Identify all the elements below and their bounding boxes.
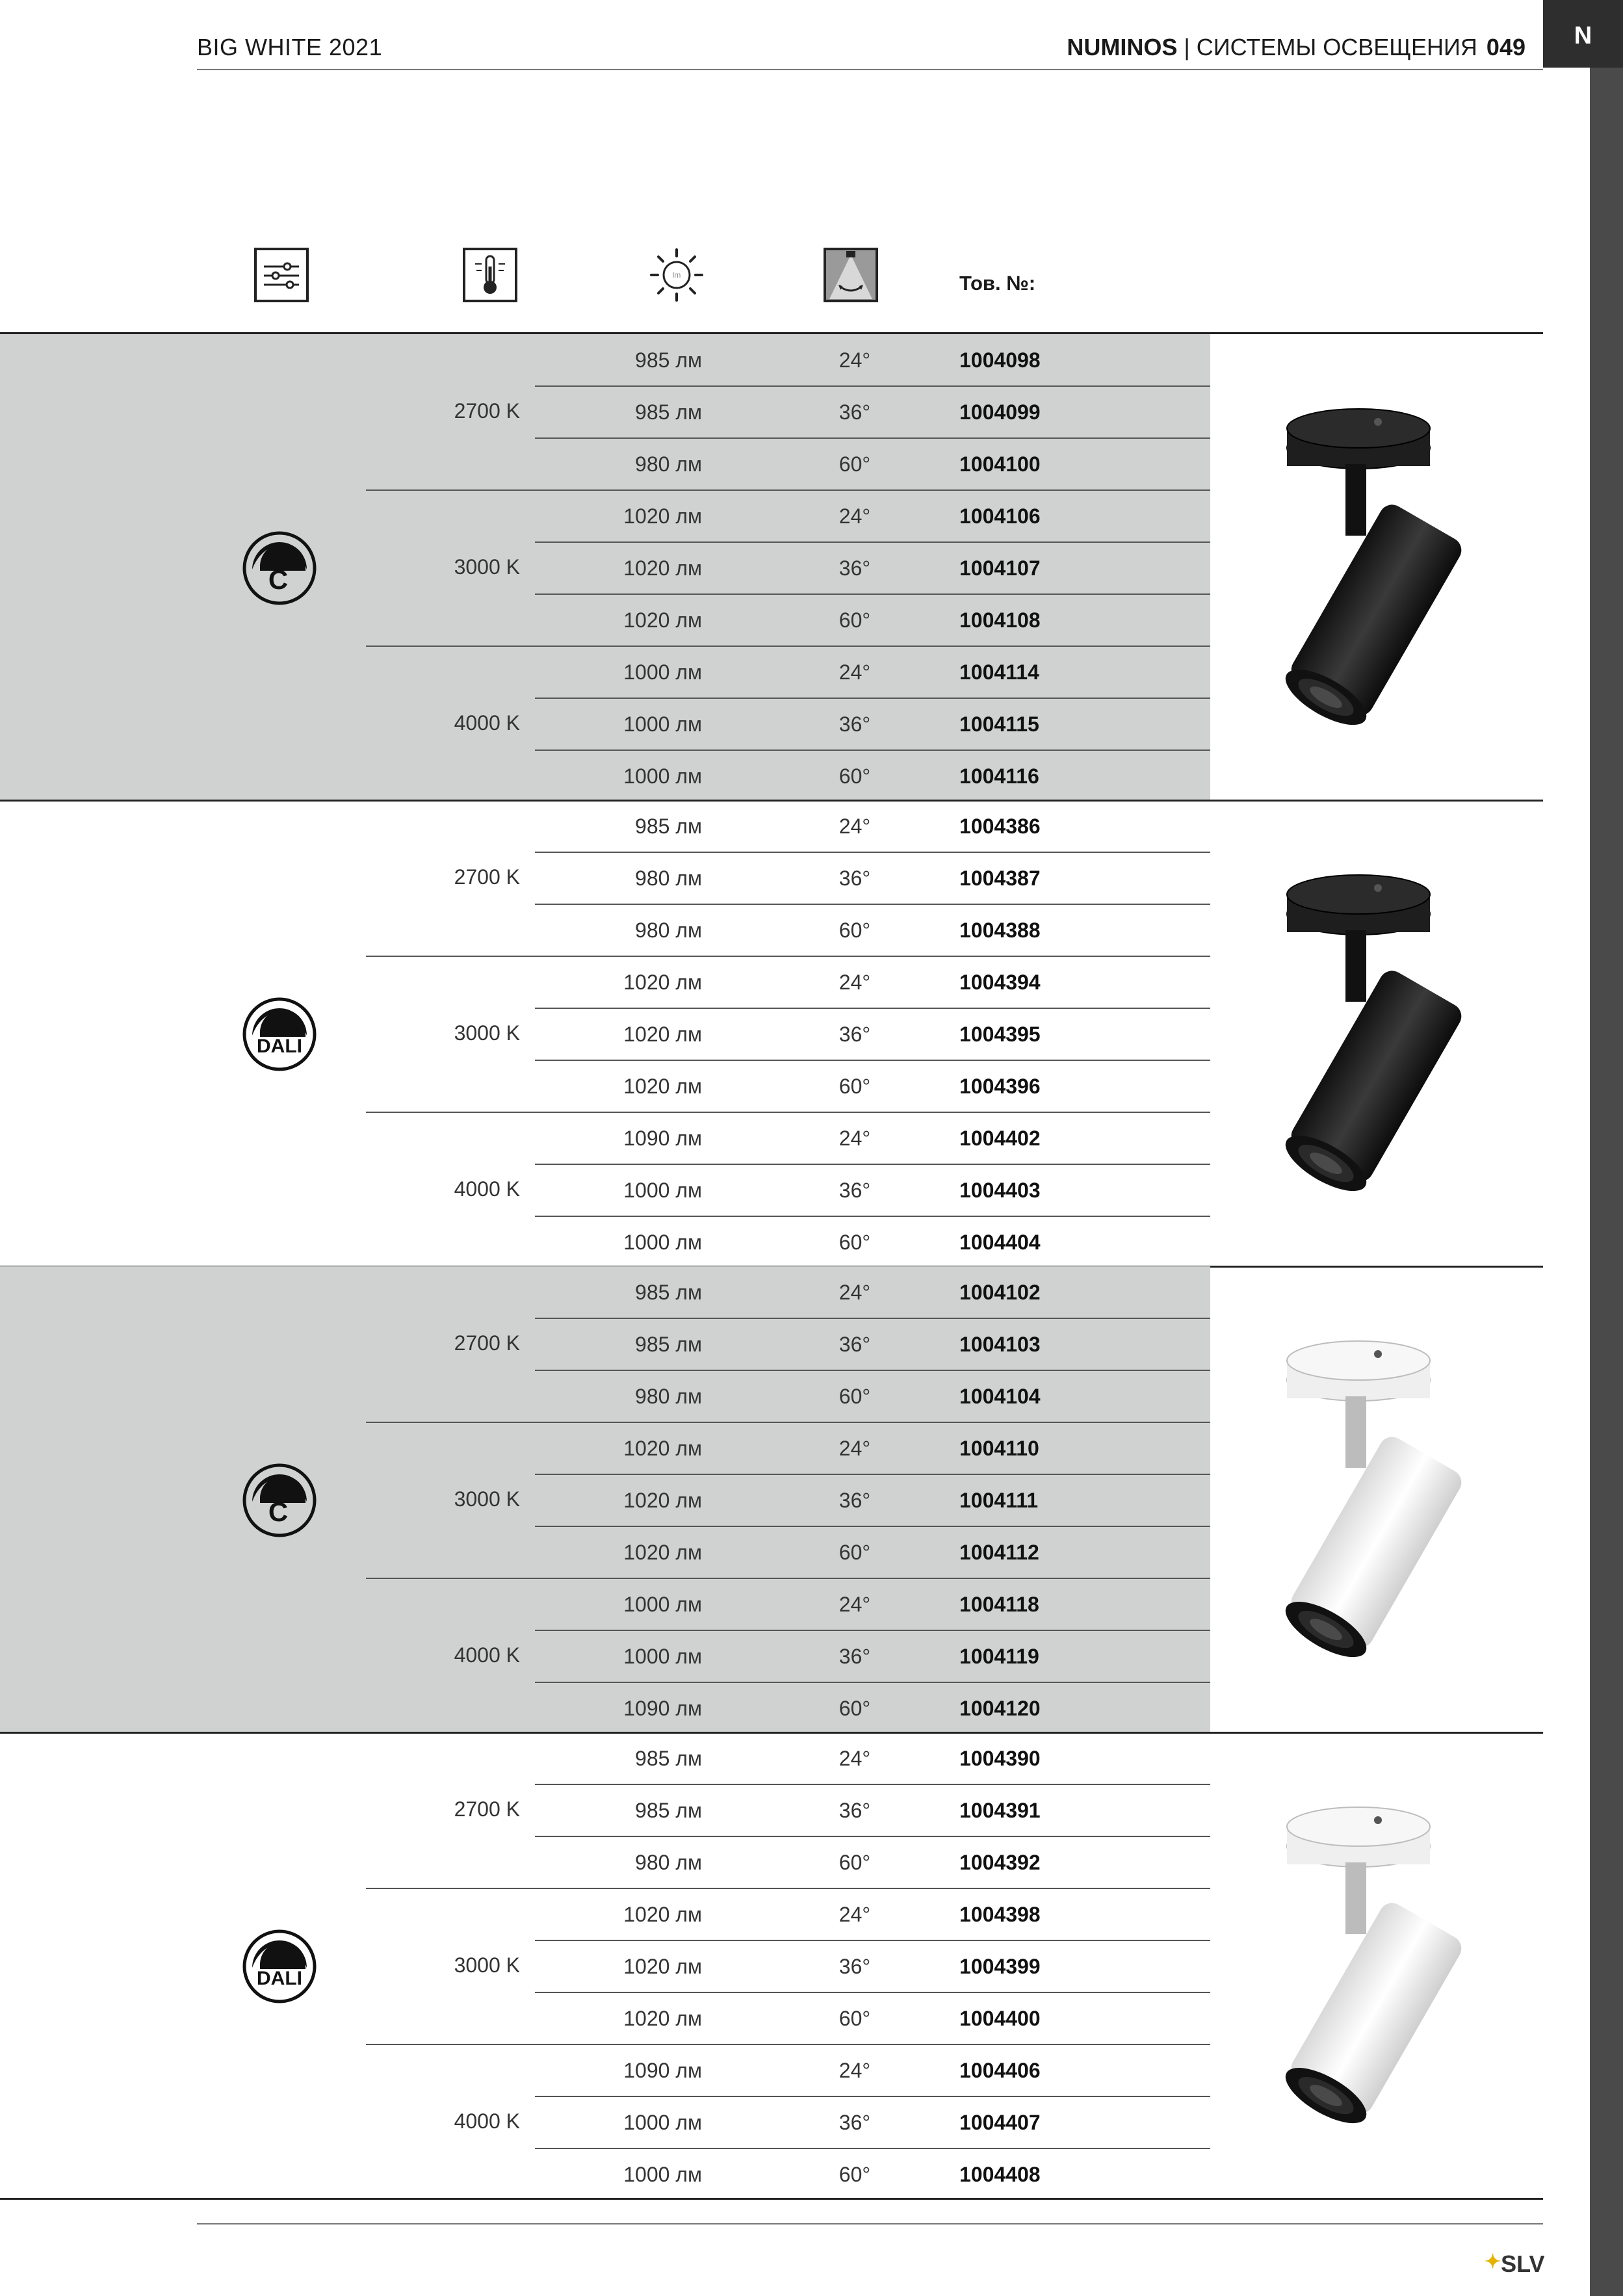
- group-divider: [0, 2198, 1543, 2200]
- table-row: [0, 1836, 1210, 1888]
- luminous-flux-value: 1000 лм: [623, 764, 702, 788]
- article-number[interactable]: 1004110: [959, 1437, 1039, 1460]
- article-number[interactable]: 1004396: [959, 1075, 1041, 1098]
- luminous-flux-icon: [649, 247, 705, 303]
- table-row: [0, 1266, 1210, 1318]
- table-row: [0, 490, 1210, 542]
- beam-angle-value: 60°: [838, 1541, 871, 1564]
- beam-angle-value: 24°: [838, 1593, 871, 1616]
- article-number[interactable]: 1004406: [959, 2059, 1041, 2082]
- article-number[interactable]: 1004106: [959, 504, 1041, 528]
- article-number[interactable]: 1004399: [959, 1955, 1041, 1978]
- table-row: [0, 1940, 1210, 1992]
- beam-angle-value: 24°: [838, 815, 871, 838]
- beam-angle-value: 36°: [838, 1023, 871, 1046]
- dali-label: DALI: [257, 1968, 302, 1989]
- luminous-flux-value: 1020 лм: [623, 504, 702, 528]
- table-row: [0, 800, 1210, 852]
- luminous-flux-value: 985 лм: [635, 400, 702, 424]
- color-temperature-label: 3000 K: [454, 1021, 520, 1045]
- luminous-flux-value: 1020 лм: [623, 1023, 702, 1046]
- article-number[interactable]: 1004391: [959, 1799, 1041, 1822]
- luminous-flux-value: 985 лм: [635, 1333, 702, 1356]
- luminous-flux-value: 1090 лм: [623, 1697, 702, 1720]
- color-temperature-label: 2700 K: [454, 399, 520, 423]
- table-row: [0, 334, 1210, 386]
- section-tab[interactable]: N: [1543, 0, 1623, 68]
- c-label: C: [268, 564, 289, 595]
- luminous-flux-value: 1020 лм: [623, 2007, 702, 2030]
- dali-label: DALI: [257, 1036, 302, 1057]
- article-number[interactable]: 1004116: [959, 764, 1039, 788]
- beam-angle-value: 60°: [838, 1697, 871, 1720]
- beam-angle-value: 24°: [838, 1903, 871, 1926]
- beam-angle-value: 36°: [838, 1489, 871, 1512]
- color-temperature-label: 4000 K: [454, 1643, 520, 1667]
- color-temperature-label: 2700 K: [454, 865, 520, 889]
- table-row: [0, 2044, 1210, 2096]
- article-number[interactable]: 1004388: [959, 919, 1041, 942]
- table-row: [0, 852, 1210, 904]
- beam-angle-value: 60°: [838, 2007, 871, 2030]
- beam-angle-value: 36°: [838, 867, 871, 890]
- article-number[interactable]: 1004103: [959, 1333, 1041, 1356]
- luminous-flux-value: 1020 лм: [623, 556, 702, 580]
- article-number[interactable]: 1004390: [959, 1747, 1041, 1770]
- luminous-flux-value: 1000 лм: [623, 2111, 702, 2134]
- heading-divider: |: [1177, 34, 1197, 60]
- slv-logo: [1485, 2250, 1544, 2278]
- luminous-flux-value: 1090 лм: [623, 1127, 702, 1150]
- table-row: [0, 386, 1210, 438]
- article-number[interactable]: 1004111: [959, 1489, 1039, 1512]
- beam-angle-value: 36°: [838, 1799, 871, 1822]
- luminous-flux-value: 985 лм: [635, 1281, 702, 1304]
- color-temperature-label: 4000 K: [454, 1177, 520, 1201]
- color-temperature-icon: [462, 247, 518, 303]
- luminous-flux-value: 1020 лм: [623, 1075, 702, 1098]
- article-number[interactable]: 1004102: [959, 1281, 1041, 1304]
- table-row: [0, 698, 1210, 750]
- color-temperature-label: 3000 K: [454, 1487, 520, 1511]
- beam-angle-value: 24°: [838, 348, 871, 372]
- beam-angle-value: 60°: [838, 1385, 871, 1408]
- article-number[interactable]: 1004104: [959, 1385, 1041, 1408]
- luminous-flux-value: 1020 лм: [623, 1437, 702, 1460]
- article-number-header: Тов. №:: [959, 272, 1036, 294]
- luminous-flux-value: 1020 лм: [623, 1903, 702, 1926]
- beam-angle-value: 36°: [838, 1645, 871, 1668]
- table-row: [0, 1060, 1210, 1112]
- section-heading: [1067, 34, 1526, 61]
- logo-spark-icon: ✦: [1485, 2251, 1501, 2273]
- article-number[interactable]: 1004098: [959, 348, 1041, 372]
- product-group: [0, 1732, 1543, 2198]
- beam-angle-value: 36°: [838, 1955, 871, 1978]
- product-image-white: [1235, 1791, 1521, 2168]
- logo-text: SLV: [1501, 2250, 1545, 2277]
- article-number[interactable]: 1004394: [959, 971, 1041, 994]
- luminous-flux-value: 1000 лм: [623, 1179, 702, 1202]
- section-name: СИСТЕМЫ ОСВЕЩЕНИЯ: [1196, 34, 1477, 60]
- article-number[interactable]: 1004387: [959, 867, 1041, 890]
- table-row: [0, 1630, 1210, 1682]
- luminous-flux-value: 1000 лм: [623, 1645, 702, 1668]
- product-image-white: [1235, 1325, 1521, 1702]
- color-temperature-label: 4000 K: [454, 2109, 520, 2133]
- beam-angle-icon: [823, 247, 879, 303]
- beam-angle-value: 24°: [838, 2059, 871, 2082]
- table-row: [0, 750, 1210, 802]
- article-number[interactable]: 1004120: [959, 1697, 1041, 1720]
- table-row: [0, 1008, 1210, 1060]
- article-number[interactable]: 1004099: [959, 400, 1041, 424]
- beam-angle-value: 24°: [838, 971, 871, 994]
- luminous-flux-value: 985 лм: [635, 1747, 702, 1770]
- table-row: [0, 1318, 1210, 1370]
- luminous-flux-value: 980 лм: [635, 452, 702, 476]
- article-number[interactable]: 1004115: [959, 712, 1039, 736]
- article-number[interactable]: 1004407: [959, 2111, 1041, 2134]
- product-group: [0, 334, 1543, 800]
- catalog-title: BIG WHITE 2021: [197, 34, 383, 60]
- beam-angle-value: 24°: [838, 660, 871, 684]
- table-row: [0, 1112, 1210, 1164]
- product-group: [0, 800, 1543, 1266]
- luminous-flux-value: 1020 лм: [623, 608, 702, 632]
- table-row: [0, 646, 1210, 698]
- article-number[interactable]: 1004112: [959, 1541, 1039, 1564]
- table-row: [0, 1578, 1210, 1630]
- luminous-flux-value: 1000 лм: [623, 1231, 702, 1254]
- brand-name: NUMINOS: [1067, 34, 1178, 60]
- header-divider: [197, 69, 1543, 70]
- article-number[interactable]: 1004395: [959, 1023, 1041, 1046]
- table-row: [0, 956, 1210, 1008]
- table-row: [0, 2148, 1210, 2200]
- article-number[interactable]: 1004392: [959, 1851, 1041, 1874]
- luminous-flux-value: 1000 лм: [623, 2163, 702, 2186]
- article-number[interactable]: 1004400: [959, 2007, 1041, 2030]
- beam-angle-value: 60°: [838, 2163, 871, 2186]
- table-row: [0, 904, 1210, 956]
- table-row: [0, 1164, 1210, 1216]
- beam-angle-value: 60°: [838, 919, 871, 942]
- table-row: [0, 1784, 1210, 1836]
- article-number[interactable]: 1004402: [959, 1127, 1041, 1150]
- beam-angle-value: 24°: [838, 1127, 871, 1150]
- beam-angle-value: 36°: [838, 1333, 871, 1356]
- luminous-flux-value: 1020 лм: [623, 1541, 702, 1564]
- beam-angle-value: 24°: [838, 1437, 871, 1460]
- article-number[interactable]: 1004408: [959, 2163, 1041, 2186]
- luminous-flux-value: 1020 лм: [623, 1489, 702, 1512]
- luminous-flux-value: 1000 лм: [623, 660, 702, 684]
- beam-angle-value: 24°: [838, 504, 871, 528]
- beam-angle-value: 24°: [838, 1747, 871, 1770]
- dimming-icon: [253, 247, 309, 303]
- beam-angle-value: 60°: [838, 1851, 871, 1874]
- article-number[interactable]: 1004404: [959, 1231, 1041, 1254]
- color-temperature-label: 2700 K: [454, 1797, 520, 1821]
- article-number[interactable]: 1004107: [959, 556, 1041, 580]
- product-image-black: [1235, 393, 1521, 770]
- beam-angle-value: 36°: [838, 400, 871, 424]
- luminous-flux-value: 1090 лм: [623, 2059, 702, 2082]
- article-number[interactable]: 1004100: [959, 452, 1041, 476]
- luminous-flux-value: 985 лм: [635, 348, 702, 372]
- color-temperature-label: 3000 K: [454, 1953, 520, 1977]
- beam-angle-value: 60°: [838, 608, 871, 632]
- article-number[interactable]: 1004108: [959, 608, 1041, 632]
- c-label: C: [268, 1496, 289, 1527]
- table-row: [0, 594, 1210, 646]
- color-temperature-label: 2700 K: [454, 1331, 520, 1355]
- beam-angle-value: 60°: [838, 1231, 871, 1254]
- color-temperature-label: 4000 K: [454, 711, 520, 735]
- luminous-flux-value: 1000 лм: [623, 1593, 702, 1616]
- article-number[interactable]: 1004114: [959, 660, 1039, 684]
- beam-angle-value: 60°: [838, 1075, 871, 1098]
- table-row: [0, 1992, 1210, 2044]
- beam-angle-value: 36°: [838, 2111, 871, 2134]
- beam-angle-value: 36°: [838, 712, 871, 736]
- page-number: 049: [1486, 34, 1526, 60]
- luminous-flux-value: 1000 лм: [623, 712, 702, 736]
- luminous-flux-value: 1020 лм: [623, 971, 702, 994]
- lm-icon-label: lm: [672, 270, 681, 280]
- table-row: [0, 1732, 1210, 1784]
- article-number[interactable]: 1004398: [959, 1903, 1041, 1926]
- beam-angle-value: 60°: [838, 452, 871, 476]
- footer-divider: [197, 2223, 1543, 2224]
- table-row: [0, 1474, 1210, 1526]
- beam-angle-value: 36°: [838, 1179, 871, 1202]
- table-row: [0, 1888, 1210, 1940]
- article-number[interactable]: 1004119: [959, 1645, 1039, 1668]
- luminous-flux-value: 980 лм: [635, 1851, 702, 1874]
- product-image-black: [1235, 859, 1521, 1236]
- color-temperature-label: 3000 K: [454, 555, 520, 579]
- table-row: [0, 542, 1210, 594]
- product-group: [0, 1266, 1543, 1732]
- table-row: [0, 1216, 1210, 1268]
- article-number[interactable]: 1004118: [959, 1593, 1039, 1616]
- table-row: [0, 1422, 1210, 1474]
- beam-angle-value: 36°: [838, 556, 871, 580]
- luminous-flux-value: 1020 лм: [623, 1955, 702, 1978]
- luminous-flux-value: 985 лм: [635, 1799, 702, 1822]
- table-row: [0, 1526, 1210, 1578]
- article-number[interactable]: 1004386: [959, 815, 1041, 838]
- side-bar: [1590, 0, 1623, 2296]
- table-row: [0, 1682, 1210, 1734]
- luminous-flux-value: 980 лм: [635, 1385, 702, 1408]
- table-row: [0, 1370, 1210, 1422]
- table-row: [0, 438, 1210, 490]
- luminous-flux-value: 980 лм: [635, 919, 702, 942]
- beam-angle-value: 24°: [838, 1281, 871, 1304]
- luminous-flux-value: 980 лм: [635, 867, 702, 890]
- article-number[interactable]: 1004403: [959, 1179, 1041, 1202]
- luminous-flux-value: 985 лм: [635, 815, 702, 838]
- table-row: [0, 2096, 1210, 2148]
- beam-angle-value: 60°: [838, 764, 871, 788]
